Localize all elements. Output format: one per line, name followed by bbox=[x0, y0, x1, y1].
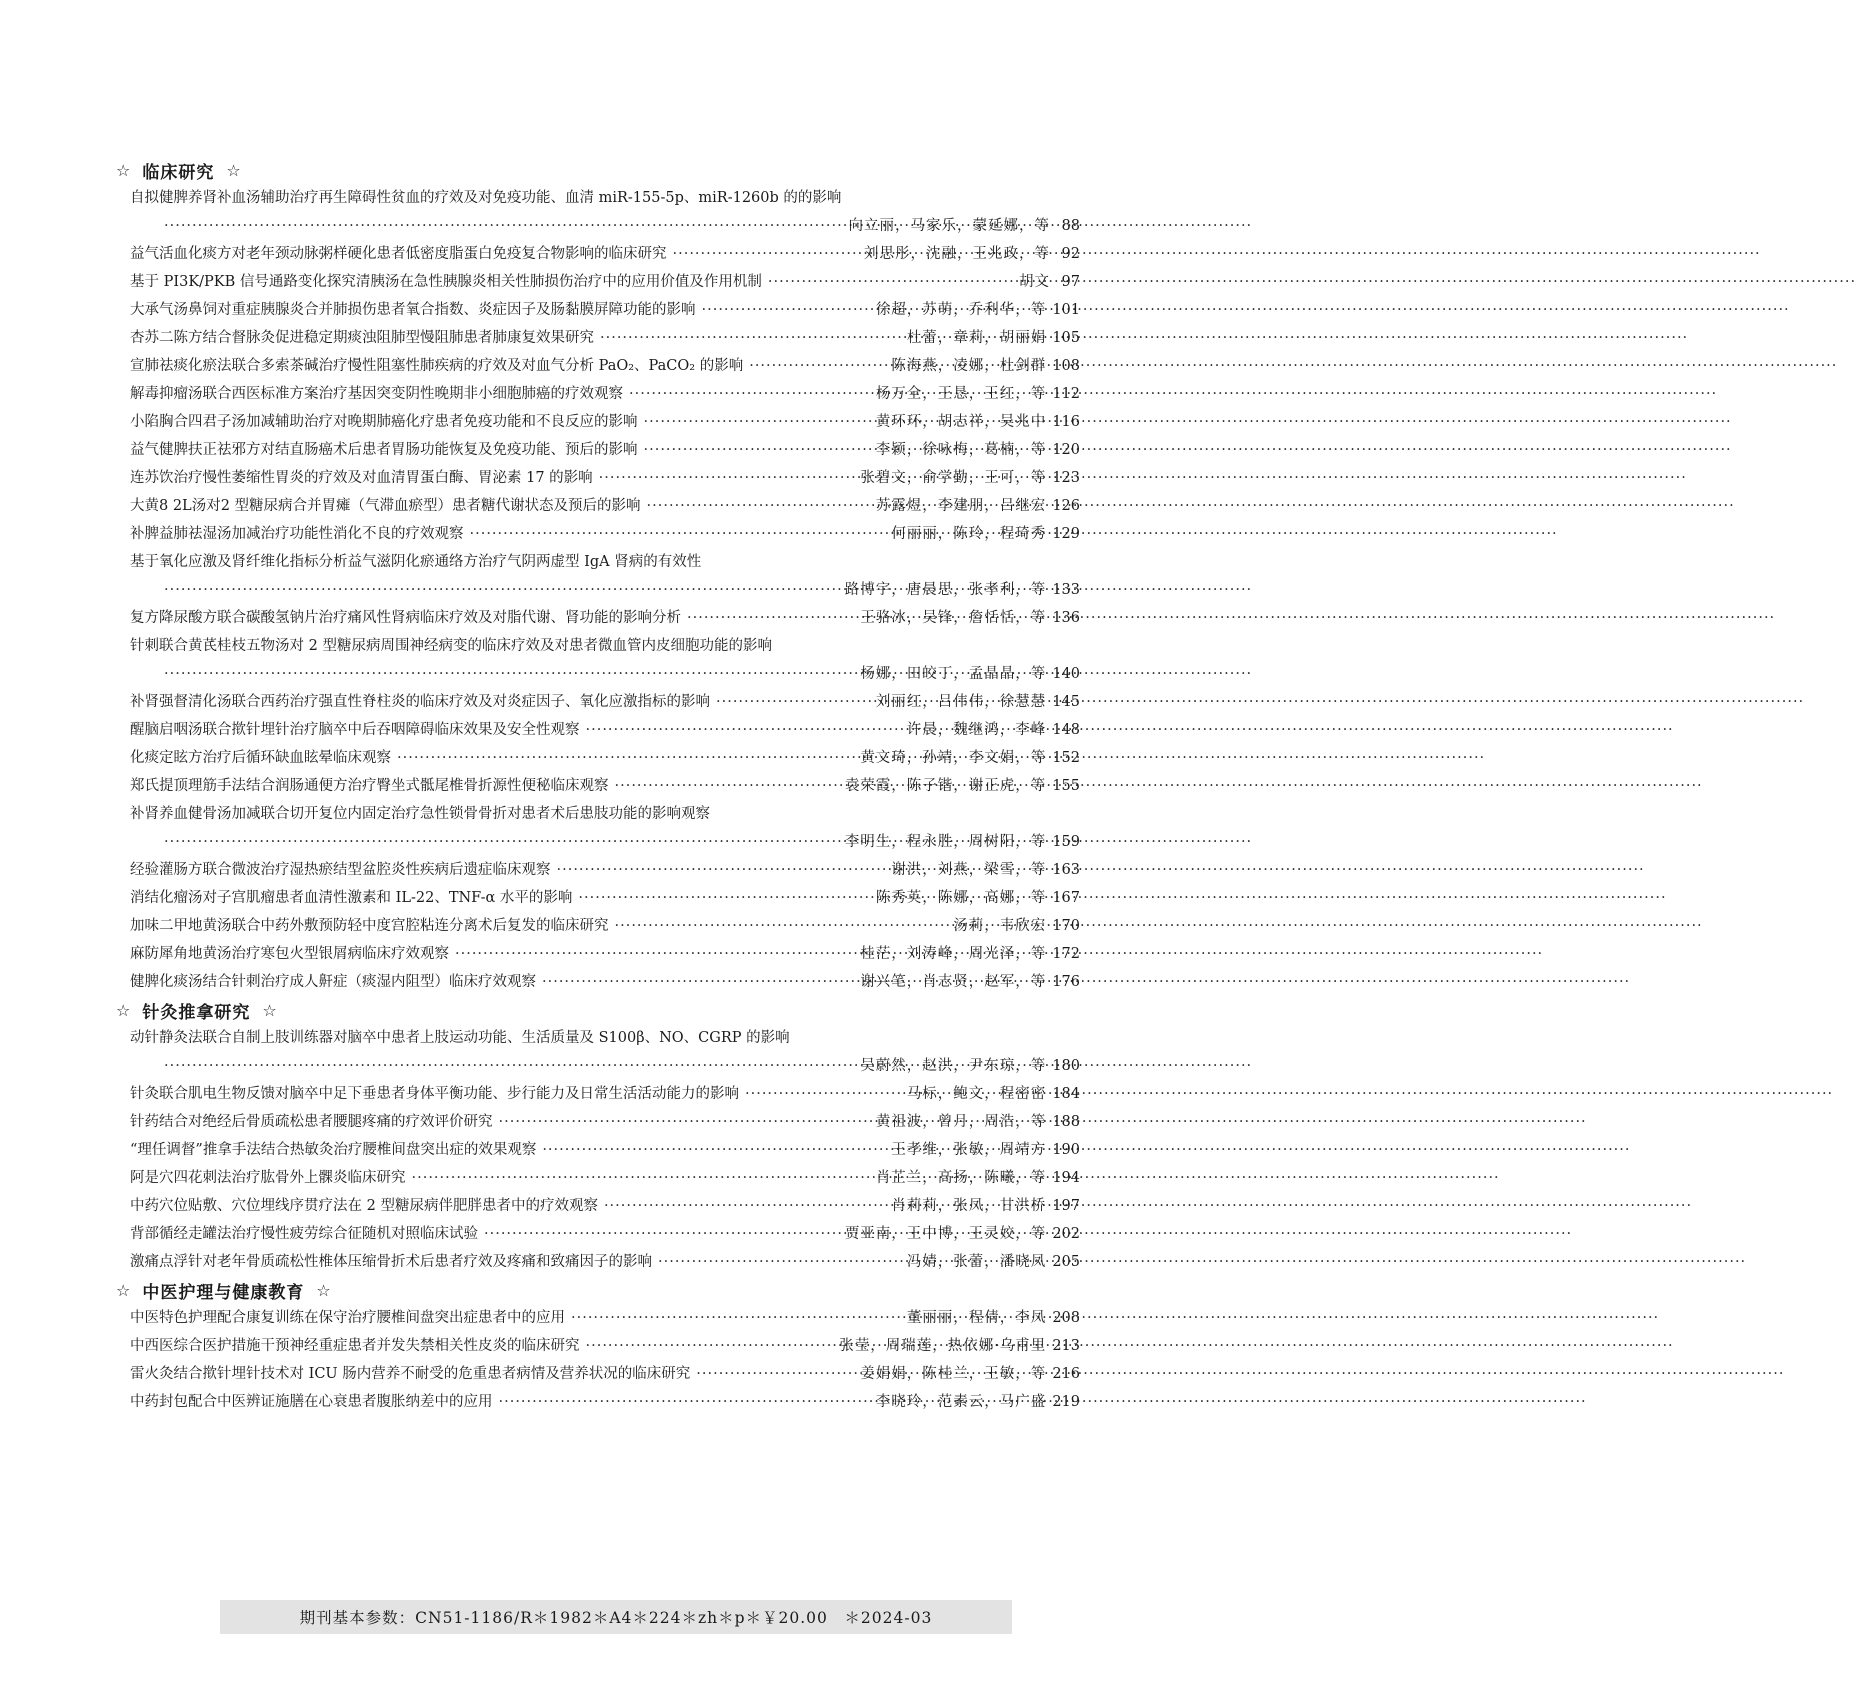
entry-title: 补肾强督清化汤联合西药治疗强直性脊柱炎的临床疗效及对炎症因子、氧化应激指标的影响 bbox=[130, 694, 710, 710]
toc-entry[interactable] bbox=[116, 884, 1080, 912]
entry-authors: 李明生，程永胜，周树阳，等 bbox=[844, 834, 1047, 850]
section-header bbox=[116, 996, 1080, 1024]
entry-title: 经验灌肠方联合微波治疗湿热瘀结型盆腔炎性疾病后遗症临床观察 bbox=[130, 862, 551, 878]
entry-title: 补脾益肺祛湿汤加减治疗功能性消化不良的疗效观察 bbox=[130, 526, 464, 542]
entry-page: 97 bbox=[1061, 274, 1080, 290]
entry-authors: 袁荣霞，陈子锴，谢正虎，等 bbox=[844, 778, 1047, 794]
toc-entry[interactable] bbox=[116, 744, 1080, 772]
entry-title: 益气活血化痰方对老年颈动脉粥样硬化患者低密度脂蛋白免疫复合物影响的临床研究 bbox=[130, 246, 667, 262]
entry-authors: 肖莉莉，张凤，甘洪桥 bbox=[891, 1198, 1047, 1214]
toc-entry[interactable] bbox=[116, 408, 1080, 436]
dot-leader bbox=[644, 436, 870, 464]
toc-entry[interactable] bbox=[116, 352, 1080, 380]
entry-authors: 李颖，徐咏梅，葛楠，等 bbox=[875, 442, 1047, 458]
entry-authors: 黄环环，胡志祥，吴兆中 bbox=[875, 414, 1047, 430]
entry-authors: 杜蕾，章莉，胡丽娟 bbox=[906, 330, 1047, 346]
dot-leader bbox=[164, 660, 854, 688]
entry-title: 加味二甲地黄汤联合中药外敷预防轻中度宫腔粘连分离术后复发的临床研究 bbox=[130, 918, 609, 934]
dot-leader bbox=[586, 716, 901, 744]
entry-title: 针药结合对绝经后骨质疏松患者腰腿疼痛的疗效评价研究 bbox=[130, 1114, 493, 1130]
dot-leader bbox=[749, 352, 885, 380]
entry-title: 雷火灸结合揿针埋针技术对 ICU 肠内营养不耐受的危重患者病情及营养状况的临床研究 bbox=[130, 1366, 691, 1382]
entry-page: 140 bbox=[1052, 666, 1080, 682]
star-outline-icon: ☆ bbox=[316, 1280, 331, 1300]
toc-entry[interactable] bbox=[116, 716, 1080, 744]
dot-leader bbox=[696, 1360, 854, 1388]
dot-leader bbox=[673, 240, 859, 268]
toc-entry[interactable] bbox=[116, 1304, 1080, 1332]
entry-page: 123 bbox=[1052, 470, 1080, 486]
dot-leader bbox=[542, 968, 854, 996]
star-outline-icon: ☆ bbox=[262, 1000, 277, 1020]
dot-leader bbox=[647, 492, 870, 520]
dot-leader bbox=[745, 1080, 901, 1108]
entry-authors: 冯婧，张蕾，潘晓凤 bbox=[906, 1254, 1047, 1270]
entry-authors: 何丽丽，陈玲，程琦秀 bbox=[891, 526, 1047, 542]
toc-entry[interactable] bbox=[116, 1080, 1080, 1108]
toc-entry[interactable] bbox=[116, 940, 1080, 968]
entry-title: 杏苏二陈方结合督脉灸促进稳定期痰浊阻肺型慢阻肺患者肺康复效果研究 bbox=[130, 330, 594, 346]
entry-title: 补肾养血健骨汤加减联合切开复位内固定治疗急性锁骨骨折对患者术后患肢功能的影响观察 bbox=[130, 806, 710, 822]
footer-text: 期刊基本参数：CN51-1186/R＊1982＊A4＊224＊zh＊p＊￥20.00 ＊2024-03 bbox=[299, 1609, 933, 1627]
entry-page: 163 bbox=[1052, 862, 1080, 878]
entry-authors: 苏露煜，李建朋，吕继宏 bbox=[875, 498, 1047, 514]
entry-page: 176 bbox=[1052, 974, 1080, 990]
toc-entry[interactable] bbox=[116, 772, 1080, 800]
toc-entry[interactable] bbox=[116, 492, 1080, 520]
dot-leader bbox=[499, 1108, 870, 1136]
dot-leader bbox=[164, 576, 839, 604]
entry-title: 背部循经走罐法治疗慢性疲劳综合征随机对照临床试验 bbox=[130, 1226, 478, 1242]
dot-leader bbox=[484, 1220, 839, 1248]
entry-authors: 肖芷兰，高扬，陈曦，等 bbox=[875, 1170, 1047, 1186]
toc-entry[interactable] bbox=[116, 548, 1080, 604]
entry-page: 112 bbox=[1052, 386, 1080, 402]
dot-leader bbox=[499, 1388, 870, 1416]
entry-page: 129 bbox=[1052, 526, 1080, 542]
entry-page: 145 bbox=[1052, 694, 1080, 710]
dot-leader bbox=[702, 296, 870, 324]
toc-entry[interactable] bbox=[116, 464, 1080, 492]
entry-page: 120 bbox=[1052, 442, 1080, 458]
dot-leader bbox=[542, 1136, 885, 1164]
entry-page: 205 bbox=[1052, 1254, 1080, 1270]
entry-page: 92 bbox=[1061, 246, 1080, 262]
toc-entry[interactable] bbox=[116, 240, 1080, 268]
entry-authors: 杨万全，王恳，王红，等 bbox=[875, 386, 1047, 402]
star-outline-icon: ☆ bbox=[226, 160, 241, 180]
toc-entry[interactable] bbox=[116, 296, 1080, 324]
toc-entry[interactable] bbox=[116, 1388, 1080, 1416]
toc-entry[interactable] bbox=[116, 800, 1080, 856]
entry-page: 101 bbox=[1052, 302, 1080, 318]
star-outline-icon: ☆ bbox=[116, 1000, 131, 1020]
toc-entry[interactable] bbox=[116, 912, 1080, 940]
entry-page: 208 bbox=[1052, 1310, 1080, 1326]
entry-page: 88 bbox=[1061, 218, 1080, 234]
toc-entry[interactable] bbox=[116, 1360, 1080, 1388]
entry-authors: 汤莉，韦欣宏 bbox=[953, 918, 1047, 934]
entry-page: 180 bbox=[1052, 1058, 1080, 1074]
entry-page: 148 bbox=[1052, 722, 1080, 738]
star-outline-icon: ☆ bbox=[116, 160, 131, 180]
entry-title: 基于氧化应激及肾纤维化指标分析益气滋阴化瘀通络方治疗气阴两虚型 IgA 肾病的有效性 bbox=[130, 554, 702, 570]
dot-leader bbox=[604, 1192, 885, 1220]
entry-page: 108 bbox=[1052, 358, 1080, 374]
entry-authors: 姜娟娟，陈桂兰，王敏，等 bbox=[860, 1366, 1047, 1382]
dot-leader bbox=[599, 464, 855, 492]
entry-page: 202 bbox=[1052, 1226, 1080, 1242]
entry-authors: 马标，鲍文，程密密 bbox=[906, 1086, 1047, 1102]
entry-authors: 吴蔚然，赵洪，尹东琼，等 bbox=[860, 1058, 1047, 1074]
entry-page: 155 bbox=[1052, 778, 1080, 794]
toc-entry[interactable] bbox=[116, 380, 1080, 408]
dot-leader bbox=[455, 940, 854, 968]
toc-entry[interactable] bbox=[116, 856, 1080, 884]
journal-parameters-footer bbox=[220, 1600, 1012, 1634]
entry-authors: 贾亚南，王中博，王灵姣，等 bbox=[844, 1226, 1047, 1242]
entry-title: 中药封包配合中医辨证施膳在心衰患者腹胀纳差中的应用 bbox=[130, 1394, 493, 1410]
entry-page: 116 bbox=[1052, 414, 1080, 430]
toc-entry[interactable] bbox=[116, 520, 1080, 548]
entry-page: 190 bbox=[1052, 1142, 1080, 1158]
entry-authors: 徐超，苏萌，乔利华，等 bbox=[875, 302, 1047, 318]
toc-entry[interactable] bbox=[116, 1192, 1080, 1220]
dot-leader bbox=[470, 520, 886, 548]
dot-leader bbox=[586, 1332, 834, 1360]
entry-title: 动针静灸法联合自制上肢训练器对脑卒中患者上肢运动功能、生活质量及 S100β、NO、CGRP 的影响 bbox=[130, 1030, 790, 1046]
entry-authors: 桂茫，刘涛峰，周光泽，等 bbox=[860, 946, 1047, 962]
entry-title: 中药穴位贴敷、穴位埋线序贯疗法在 2 型糖尿病伴肥胖患者中的疗效观察 bbox=[130, 1198, 598, 1214]
entry-title: 大承气汤鼻饲对重症胰腺炎合并肺损伤患者氧合指数、炎症因子及肠黏膜屏障功能的影响 bbox=[130, 302, 696, 318]
entry-authors: 谢洪，刘燕，梁雪，等 bbox=[891, 862, 1047, 878]
toc-entry[interactable] bbox=[116, 1248, 1080, 1276]
star-outline-icon: ☆ bbox=[116, 1280, 131, 1300]
toc-entry[interactable] bbox=[116, 268, 1080, 296]
entry-title: 大黄8 2L汤对2 型糖尿病合并胃瘫（气滞血瘀型）患者糖代谢状态及预后的影响 bbox=[130, 498, 641, 514]
entry-authors: 刘思彤，沈融，王兆政，等 bbox=[864, 246, 1050, 262]
dot-leader bbox=[615, 912, 948, 940]
entry-authors: 王孝维，张敏，周靖方 bbox=[891, 1142, 1047, 1158]
dot-leader bbox=[412, 1164, 870, 1192]
entry-page: 105 bbox=[1052, 330, 1080, 346]
section-title: 中医护理与健康教育 bbox=[142, 1282, 305, 1303]
dot-leader bbox=[600, 324, 901, 352]
entry-title: 醒脑启咽汤联合揿针埋针治疗脑卒中后吞咽障碍临床效果及安全性观察 bbox=[130, 722, 580, 738]
dot-leader bbox=[768, 268, 1013, 296]
entry-authors: 路博宇，唐晨思，张孝利，等 bbox=[844, 582, 1047, 598]
toc-entry[interactable] bbox=[116, 1024, 1080, 1080]
entry-authors: 谢兴笔，肖志贤，赵军，等 bbox=[860, 974, 1047, 990]
entry-authors: 张碧文，俞学勤，王可，等 bbox=[860, 470, 1047, 486]
dot-leader bbox=[578, 884, 869, 912]
dot-leader bbox=[644, 408, 870, 436]
entry-page: 219 bbox=[1052, 1394, 1080, 1410]
entry-title: 连苏饮治疗慢性萎缩性胃炎的疗效及对血清胃蛋白酶、胃泌素 17 的影响 bbox=[130, 470, 593, 486]
entry-title: 健脾化痰汤结合针刺治疗成人鼾症（痰湿内阻型）临床疗效观察 bbox=[130, 974, 536, 990]
toc-entry[interactable] bbox=[116, 1332, 1080, 1360]
toc-entry[interactable] bbox=[116, 604, 1080, 632]
toc-entry[interactable] bbox=[116, 184, 1080, 240]
entry-authors: 李晓玲，范素云，马广盛 bbox=[875, 1394, 1047, 1410]
entry-page: 184 bbox=[1052, 1086, 1080, 1102]
entry-title: 郑氏提顶理筋手法结合润肠通便方治疗臀坐式骶尾椎骨折源性便秘临床观察 bbox=[130, 778, 609, 794]
section-title: 针灸推拿研究 bbox=[142, 1002, 251, 1023]
dot-leader bbox=[658, 1248, 901, 1276]
entry-page: 188 bbox=[1052, 1114, 1080, 1130]
entry-title: 解毒抑瘤汤联合西医标准方案治疗基因突变阴性晚期非小细胞肺癌的疗效观察 bbox=[130, 386, 623, 402]
entry-title: “理任调督”推拿手法结合热敏灸治疗腰椎间盘突出症的效果观察 bbox=[130, 1142, 537, 1158]
toc-entry[interactable] bbox=[116, 324, 1080, 352]
toc-entry[interactable] bbox=[116, 688, 1080, 716]
entry-page: 172 bbox=[1052, 946, 1080, 962]
dot-leader bbox=[397, 744, 854, 772]
entry-title: 宣肺祛痰化瘀法联合多索茶碱治疗慢性阻塞性肺疾病的疗效及对血气分析 PaO₂、PaCO₂ 的影响 bbox=[130, 358, 744, 374]
entry-authors: 刘丽红，吕伟伟，徐慧慧 bbox=[875, 694, 1047, 710]
dot-leader bbox=[164, 1052, 854, 1080]
entry-authors: 黄祖波，曾月，周浩，等 bbox=[875, 1114, 1047, 1130]
entry-page: 216 bbox=[1052, 1366, 1080, 1382]
entry-title: 中西医综合医护措施干预神经重症患者并发失禁相关性皮炎的临床研究 bbox=[130, 1338, 580, 1354]
entry-authors: 张莹，周瑞莲，热依娜·乌甫里 bbox=[839, 1338, 1047, 1354]
dot-leader bbox=[164, 828, 839, 856]
entry-authors: 陈秀英，陈娜，高娜，等 bbox=[875, 890, 1047, 906]
entry-page: 152 bbox=[1052, 750, 1080, 766]
toc-entry[interactable] bbox=[116, 1220, 1080, 1248]
entry-page: 194 bbox=[1052, 1170, 1080, 1186]
dot-leader bbox=[687, 604, 854, 632]
entry-authors: 向立丽，马家乐，蒙延娜，等 bbox=[848, 218, 1050, 234]
entry-authors: 许晨，魏继鸿，李峰 bbox=[906, 722, 1047, 738]
toc-entry[interactable] bbox=[116, 436, 1080, 464]
section-title: 临床研究 bbox=[142, 162, 215, 183]
toc-entry[interactable] bbox=[116, 1164, 1080, 1192]
dot-leader bbox=[164, 212, 843, 240]
entry-title: 针刺联合黄芪桂枝五物汤对 2 型糖尿病周围神经病变的临床疗效及对患者微血管内皮细胞功能的影响 bbox=[130, 638, 772, 654]
entry-authors: 黄文琦，孙靖，李文娟，等 bbox=[860, 750, 1047, 766]
dot-leader bbox=[571, 1304, 901, 1332]
entry-title: 中医特色护理配合康复训练在保守治疗腰椎间盘突出症患者中的应用 bbox=[130, 1310, 565, 1326]
table-of-contents bbox=[116, 156, 1080, 1416]
entry-page: 167 bbox=[1052, 890, 1080, 906]
toc-entry[interactable] bbox=[116, 1108, 1080, 1136]
toc-entry[interactable] bbox=[116, 968, 1080, 996]
dot-leader bbox=[557, 856, 886, 884]
entry-page: 213 bbox=[1052, 1338, 1080, 1354]
entry-authors: 胡文 bbox=[1019, 274, 1050, 290]
dot-leader bbox=[716, 688, 870, 716]
entry-title: 激痛点浮针对老年骨质疏松性椎体压缩骨折术后患者疗效及疼痛和致痛因子的影响 bbox=[130, 1254, 652, 1270]
entry-title: 基于 PI3K/PKB 信号通路变化探究清胰汤在急性胰腺炎相关性肺损伤治疗中的应用价值及作用机制 bbox=[130, 274, 762, 290]
entry-title: 消结化瘤汤对子宫肌瘤患者血清性激素和 IL-22、TNF-α 水平的影响 bbox=[130, 890, 573, 906]
entry-title: 针灸联合肌电生物反馈对脑卒中足下垂患者身体平衡功能、步行能力及日常生活活动能力的影响 bbox=[130, 1086, 739, 1102]
dot-leader bbox=[615, 772, 839, 800]
entry-page: 170 bbox=[1052, 918, 1080, 934]
entry-authors: 陈海燕，凌娜，杜剑群 bbox=[891, 358, 1047, 374]
entry-authors: 王骆冰，吴锋，詹恬恬，等 bbox=[860, 610, 1047, 626]
dot-leader bbox=[629, 380, 870, 408]
entry-page: 159 bbox=[1052, 834, 1080, 850]
entry-page: 133 bbox=[1052, 582, 1080, 598]
toc-entry[interactable] bbox=[116, 1136, 1080, 1164]
entry-title: 阿是穴四花刺法治疗肱骨外上髁炎临床研究 bbox=[130, 1170, 406, 1186]
entry-page: 136 bbox=[1052, 610, 1080, 626]
section-header bbox=[116, 1276, 1080, 1304]
entry-title: 麻防犀角地黄汤治疗寒包火型银屑病临床疗效观察 bbox=[130, 946, 449, 962]
entry-authors: 董丽丽，程倩，李凤 bbox=[906, 1310, 1047, 1326]
entry-title: 自拟健脾养肾补血汤辅助治疗再生障碍性贫血的疗效及对免疫功能、血清 miR-155-5p、miR-1260b 的的影响 bbox=[130, 190, 842, 206]
entry-authors: 杨娜，田皎丁，孟晶晶，等 bbox=[860, 666, 1047, 682]
toc-entry[interactable] bbox=[116, 632, 1080, 688]
entry-page: 126 bbox=[1052, 498, 1080, 514]
entry-title: 益气健脾扶正祛邪方对结直肠癌术后患者胃肠功能恢复及免疫功能、预后的影响 bbox=[130, 442, 638, 458]
entry-title: 化痰定眩方治疗后循环缺血眩晕临床观察 bbox=[130, 750, 391, 766]
entry-title: 复方降尿酸方联合碳酸氢钠片治疗痛风性肾病临床疗效及对脂代谢、肾功能的影响分析 bbox=[130, 610, 681, 626]
entry-title: 小陷胸合四君子汤加减辅助治疗对晚期肺癌化疗患者免疫功能和不良反应的影响 bbox=[130, 414, 638, 430]
entry-page: 197 bbox=[1052, 1198, 1080, 1214]
section-header bbox=[116, 156, 1080, 184]
